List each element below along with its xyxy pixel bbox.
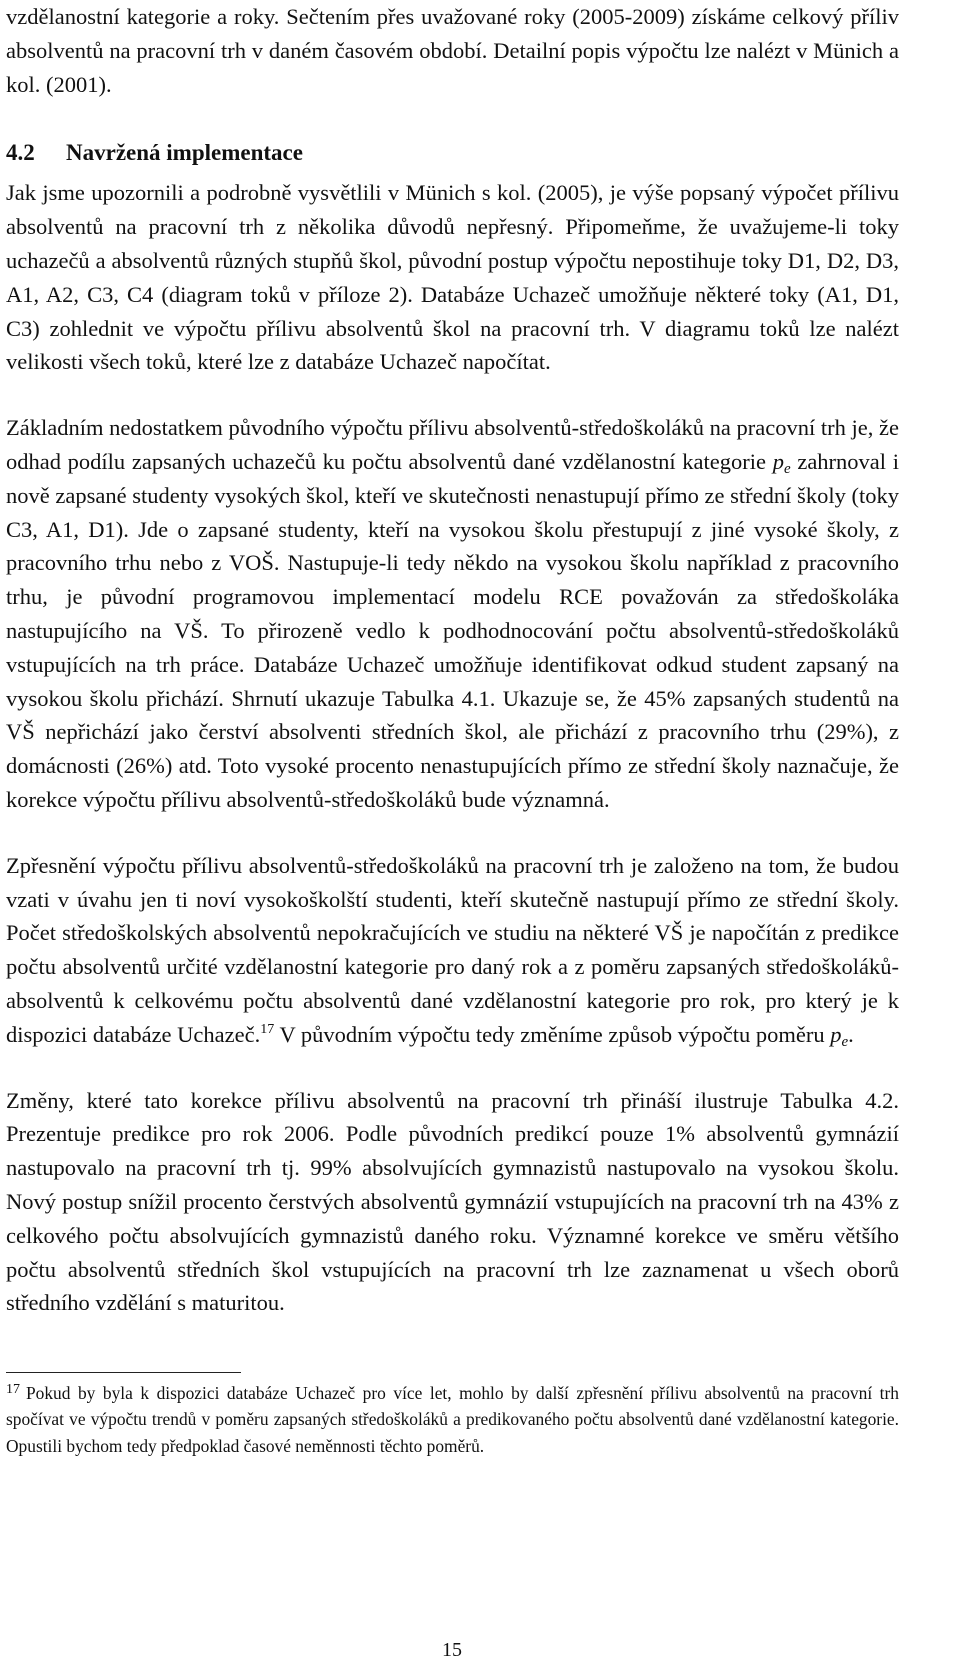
footnote-marker: 17 (6, 1382, 20, 1397)
section-number: 4.2 (6, 140, 35, 166)
paragraph-shortcoming (6, 411, 899, 817)
paragraph-changes: Změny, které tato korekce přílivu absolventů na pracovní trh přináší ilustruje Tabulka 4.2. Prezentuje predikce pro rok 2006. Podle původních predikcí pouze 1% absolventů gymnázií nastupovalo na pracovní trh tj. 99% absolvujících gymnazistů nastupovalo na vysokou školu. Nový postup snížil procento čerstvých absolventů gymnázií vstupujících na pracovní trh na 43% z celkového počtu absolvujících gymnazistů daného roku. Významné korekce ve směru většího počtu absolventů středních škol vstupujících na pracovní trh lze zaznamenat u všech oborů středního vzdělání s maturitou. (6, 1087, 899, 1316)
paragraph-flows: Jak jsme upozornili a podrobně vysvětlili v Münich s kol. (2005), je výše popsaný výpočet přílivu absolventů na pracovní trh z několika důvodů nepřesný. Připomeňme, že uvažujeme-li toky uchazečů a absolventů různých stupňů škol, původní postup výpočtu nepostihuje toky D1, D2, D3, A1, A2, C3, C4 (diagram toků v příloze 2). Databáze Uchazeč umožňuje některé toky (A1, D1, C3) zohlednit ve výpočtu přílivu absolventů škol na pracovní trh. V diagramu toků lze nalézt velikosti všech toků, které lze z databáze Uchazeč napočítat. (6, 180, 899, 375)
intro-paragraph: vzdělanostní kategorie a roky. Sečtením přes uvažované roky (2005-2009) získáme celkový příliv absolventů na pracovní trh v daném časovém období. Detailní popis výpočtu lze nalézt v Münich a kol. (2001). (6, 4, 899, 97)
variable-p-e: $p_e$ (772, 448, 791, 477)
section-title: Navržená implementace (66, 140, 303, 166)
paragraph-refinement: Zpřesnění výpočtu přílivu absolventů-středoškoláků na pracovní trh je založeno na tom, že budou vzati v úvahu jen ti noví vysokoškolští studenti, kteří skutečně nastupují přímo ze střední školy. Počet středoškolských absolventů nepokračujících ve studiu na některé VŠ je napočítán z predikce počtu absolventů určité vzdělanostní kategorie pro daný rok a z poměru zapsaných středoškoláků-absolventů k celkovému počtu absolventů dané vzdělanostní kategorie pro rok, pro který je k dispozici databáze Uchazeč.$^{17}$ V původním výpočtu tedy změníme způsob výpočtu poměru $p_e$. (6, 852, 899, 1050)
footnote (6, 1380, 899, 1459)
page-number: 15 (442, 1639, 462, 1661)
footnote-divider (6, 1372, 241, 1373)
footnote-reference[interactable]: 17 (260, 1021, 275, 1037)
paragraph-text: Zpřesnění výpočtu přílivu absolventů-středoškoláků na pracovní trh je založeno na tom, že budou vzati v úvahu jen ti noví vysokoškolští studenti, kteří skutečně nastupují přímo ze střední školy. Počet středoškolských absolventů nepokračujících ve studiu na některé VŠ je napočítán z predikce počtu absolventů určité vzdělanostní kategorie pro daný rok a z poměru zapsaných středoškoláků-absolventů k celkovému počtu absolventů dané vzdělanostní kategorie pro rok, pro který je k dispozici databáze Uchazeč. (6, 852, 899, 1047)
footnote-text: Pokud by byla k dispozici databáze Uchazeč pro více let, mohlo by další zpřesnění přílivu absolventů na pracovní trh spočívat ve výpočtu trendů v poměru zapsaných středoškoláků a predikovaného počtu absolventů dané vzdělanostní kategorie. Opustili bychom tedy předpoklad časové neměnnosti těchto poměrů. (6, 1383, 899, 1456)
paragraph-text: zahrnoval i nově zapsané studenty vysokých škol, kteří ve skutečnosti nenastupují přímo ze střední školy (toky C3, A1, D1). Jde o zapsané studenty, kteří na vysokou školu přestupují z jiné vysoké školy, z pracovního trhu nebo z VOŠ. Nastupuje-li tedy někdo na vysokou školu například z pracovního trhu, je původní programovou implementací modelu RCE považován za středoškoláka nastupujícího na VŠ. To přirozeně vedlo k podhodnocování počtu absolventů-středoškoláků vstupujících na trh práce. Databáze Uchazeč umožňuje identifikovat odkud student zapsaný na vysokou školu přichází. Shrnutí ukazuje Tabulka 4.1. Ukazuje se, že 45% zapsaných studentů na VŠ nepřichází jako čerství absolventi středních škol, ale přichází z pracovního trhu (29%), z domácnosti (26%) atd. Toto vysoké procento nenastupujících přímo ze střední školy naznačuje, že korekce výpočtu přílivu absolventů-středoškoláků bude významná. (6, 448, 899, 812)
variable-p-e: $p_e$ (830, 1021, 849, 1050)
paragraph-text: Základním nedostatkem původního výpočtu přílivu absolventů-středoškoláků na pracovní trh je, že odhad podílu zapsaných uchazečů ku počtu absolventů dané vzdělanostní kategorie (6, 415, 899, 474)
document-page (6, 0, 899, 1320)
section-heading (6, 137, 899, 169)
paragraph-text: V původním výpočtu tedy změníme způsob výpočtu poměru (274, 1021, 831, 1047)
